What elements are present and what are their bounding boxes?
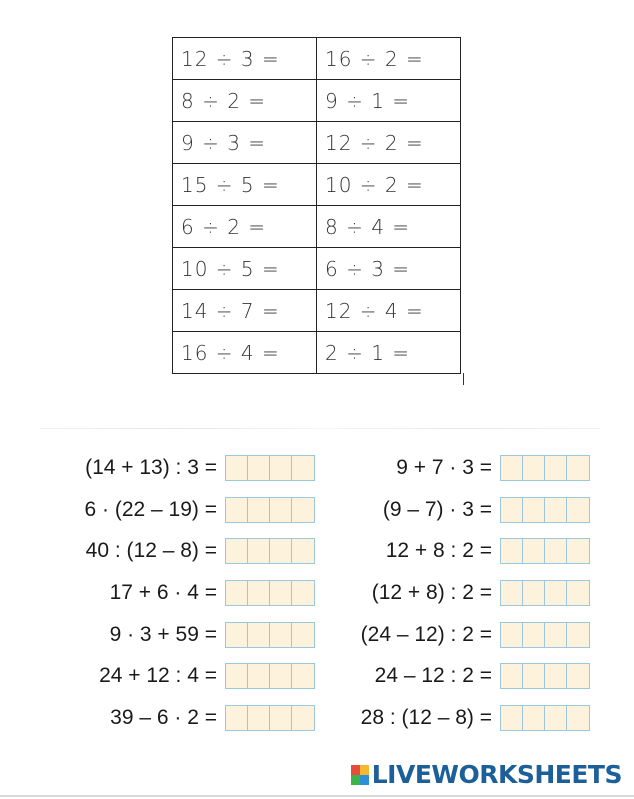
equation-text: 28 : (12 – 8) = — [360, 706, 492, 729]
division-expression: 10 ÷ 5 = — [181, 256, 280, 281]
equation-text: (24 – 12) : 2 = — [360, 623, 492, 646]
answer-input[interactable] — [500, 622, 590, 648]
division-row — [173, 248, 461, 290]
equation-text: (9 – 7) · 3 = — [382, 498, 492, 521]
logo-mark-icon — [351, 765, 369, 785]
answer-box[interactable] — [500, 538, 590, 564]
equation-text: 9 + 7 · 3 = — [396, 456, 492, 479]
answer-box[interactable] — [500, 622, 590, 648]
division-expression: 6 ÷ 2 = — [181, 214, 267, 239]
answer-input[interactable] — [500, 455, 590, 481]
equation-text: (12 + 8) : 2 = — [371, 581, 492, 604]
division-expression: 14 ÷ 7 = — [181, 298, 280, 323]
equation-text: 6 · (22 – 19) = — [84, 498, 217, 521]
division-row — [173, 290, 461, 332]
division-expression: 10 ÷ 2 = — [325, 172, 424, 197]
separator — [40, 428, 600, 429]
equation-text: 40 : (12 – 8) = — [85, 539, 217, 562]
division-cell — [317, 80, 461, 122]
division-cell — [317, 164, 461, 206]
division-expression: 6 ÷ 3 = — [325, 256, 411, 281]
liveworksheets-logo — [351, 760, 622, 789]
division-expression: 9 ÷ 3 = — [181, 130, 267, 155]
answer-input[interactable] — [500, 538, 590, 564]
answer-input[interactable] — [500, 663, 590, 689]
division-cell — [173, 290, 317, 332]
division-expression: 2 ÷ 1 = — [325, 340, 411, 365]
division-row — [173, 206, 461, 248]
answer-input[interactable] — [500, 497, 590, 523]
division-cell — [173, 122, 317, 164]
answer-box[interactable] — [500, 663, 590, 689]
division-expression: 15 ÷ 5 = — [181, 172, 280, 197]
division-expression: 12 ÷ 4 = — [325, 298, 424, 323]
equation-row — [0, 662, 590, 690]
division-row — [173, 38, 461, 80]
division-row — [173, 122, 461, 164]
division-expression: 16 ÷ 4 = — [181, 340, 280, 365]
division-cell — [173, 248, 317, 290]
division-cell — [173, 80, 317, 122]
equation-text: 24 + 12 : 4 = — [99, 664, 217, 687]
division-expression: 12 ÷ 2 = — [325, 130, 424, 155]
equation-text: 17 + 6 · 4 = — [109, 581, 217, 604]
division-cell — [317, 38, 461, 80]
equation-text: (14 + 13) : 3 = — [85, 456, 217, 479]
division-row — [173, 80, 461, 122]
answer-box[interactable] — [500, 455, 590, 481]
division-expression: 16 ÷ 2 = — [325, 46, 424, 71]
equation-row — [0, 579, 590, 607]
division-table — [172, 37, 461, 374]
equation-row — [0, 621, 590, 649]
division-cell — [173, 164, 317, 206]
answer-input[interactable] — [500, 580, 590, 606]
bottom-divider — [0, 795, 634, 797]
equation-row — [0, 537, 590, 565]
answer-box[interactable] — [500, 705, 590, 731]
division-expression: 12 ÷ 3 = — [181, 46, 280, 71]
division-cell — [317, 122, 461, 164]
division-cell — [317, 206, 461, 248]
equation-text: 24 – 12 : 2 = — [374, 664, 492, 687]
division-cell — [317, 290, 461, 332]
equation-text: 39 – 6 · 2 = — [110, 706, 217, 729]
equation-row — [0, 496, 590, 524]
text-cursor — [463, 373, 464, 385]
equation-row — [0, 454, 590, 482]
logo-text: LIVEWORKSHEETS — [371, 760, 622, 789]
division-expression: 9 ÷ 1 = — [325, 88, 411, 113]
equation-text: 9 · 3 + 59 = — [109, 623, 217, 646]
division-row — [173, 164, 461, 206]
division-cell — [317, 248, 461, 290]
division-cell — [317, 332, 461, 374]
division-row — [173, 332, 461, 374]
division-cell — [173, 206, 317, 248]
answer-input[interactable] — [500, 705, 590, 731]
division-expression: 8 ÷ 4 = — [325, 214, 411, 239]
division-expression: 8 ÷ 2 = — [181, 88, 267, 113]
equation-row — [0, 704, 590, 732]
answer-box[interactable] — [500, 497, 590, 523]
equation-text: 12 + 8 : 2 = — [385, 539, 492, 562]
answer-box[interactable] — [500, 580, 590, 606]
division-cell — [173, 332, 317, 374]
division-cell — [173, 38, 317, 80]
